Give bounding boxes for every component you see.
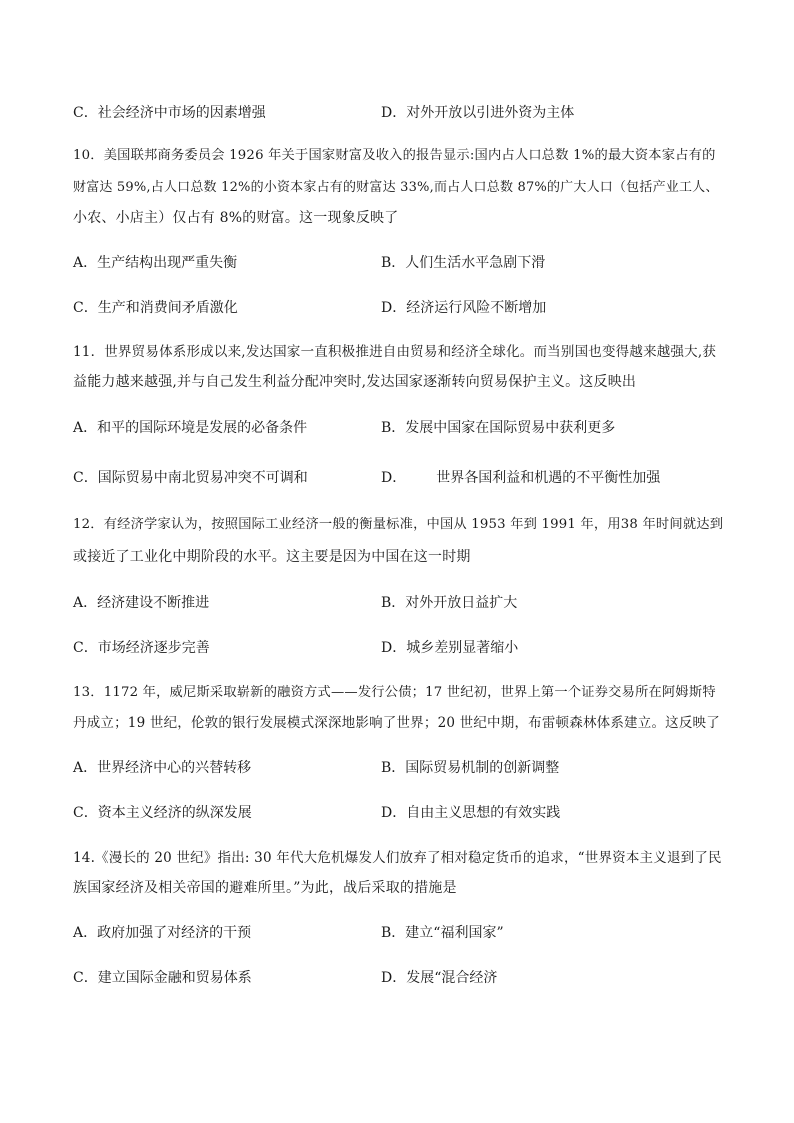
q13-option-d: D．自由主义思想的有效实践 bbox=[381, 805, 561, 821]
q9-option-d: D．对外开放以引进外资为主体 bbox=[381, 105, 575, 121]
q11-stem-line-2: 益能力越来越强,并与自己发生利益分配冲突时,发达国家逐渐转向贸易保护主义。这反映出 bbox=[73, 374, 637, 390]
q12-option-b: B．对外开放日益扩大 bbox=[381, 595, 518, 611]
q12-option-a: A．经济建设不断推进 bbox=[73, 595, 210, 611]
q9-option-c: C．社会经济中市场的因素增强 bbox=[73, 105, 266, 121]
q11-option-b: B．发展中国家在国际贸易中获利更多 bbox=[381, 420, 616, 436]
q11-option-d-text: 世界各国利益和机遇的不平衡性加强 bbox=[436, 470, 661, 486]
q10-option-b: B．人们生活水平急剧下滑 bbox=[381, 255, 546, 271]
q13-stem-line-2: 丹成立；19 世纪，伦敦的银行发展模式深深地影响了世界；20 世纪中期，布雷顿森林体系建立。这反映了 bbox=[73, 715, 720, 731]
q11-option-d-letter: D． bbox=[381, 470, 407, 486]
q10-option-c: C．生产和消费间矛盾激化 bbox=[73, 300, 238, 316]
q11-option-c: C．国际贸易中南北贸易冲突不可调和 bbox=[73, 470, 308, 486]
q11-option-d bbox=[381, 468, 721, 488]
q12-option-d: D．城乡差别显著缩小 bbox=[381, 640, 519, 656]
q14-option-a: A．政府加强了对经济的干预 bbox=[73, 925, 252, 941]
q14-stem-line-2: 族国家经济及相关帝国的避难所里。”为此，战后采取的措施是 bbox=[73, 880, 457, 896]
q12-option-c: C．市场经济逐步完善 bbox=[73, 640, 210, 656]
q14-option-c: C．建立国际金融和贸易体系 bbox=[73, 970, 252, 986]
q13-option-b: B．国际贸易机制的创新调整 bbox=[381, 760, 560, 776]
q13-stem-line-1: 13．1172 年，威尼斯采取崭新的融资方式——发行公债；17 世纪初，世界上第一个证券交易所在阿姆斯特 bbox=[73, 685, 716, 700]
q10-option-d: D．经济运行风险不断增加 bbox=[381, 300, 547, 316]
q11-option-a: A．和平的国际环境是发展的必备条件 bbox=[73, 420, 308, 436]
q14-stem-line-1: 14.《漫长的 20 世纪》指出: 30 年代大危机爆发人们放弃了相对稳定货币的追求，“世界资本主义退到了民 bbox=[73, 850, 722, 866]
q10-stem-line-2: 财富达 59%,占人口总数 12%的小资本家占有的财富达 33%,而占人口总数 87%的广大人口（包括产业工人、 bbox=[73, 180, 719, 195]
q10-stem-line-1: 10．美国联邦商务委员会 1926 年关于国家财富及收入的报告显示:国内占人口总数 1%的最大资本家占有的 bbox=[73, 148, 716, 163]
q12-stem-line-1: 12．有经济学家认为，按照国际工业经济一般的衡量标准，中国从 1953 年到 1991 年，用38 年时间就达到 bbox=[73, 517, 724, 532]
q14-option-b: B．建立“福利国家” bbox=[381, 925, 504, 941]
q10-stem-line-3: 小农、小店主）仅占有 8%的财富。这一现象反映了 bbox=[73, 210, 399, 226]
q13-option-c: C．资本主义经济的纵深发展 bbox=[73, 805, 252, 821]
q13-option-a: A．世界经济中心的兴替转移 bbox=[73, 760, 252, 776]
q12-stem-line-2: 或接近了工业化中期阶段的水平。这主要是因为中国在这一时期 bbox=[73, 549, 471, 565]
q11-stem-line-1: 11．世界贸易体系形成以来,发达国家一直积极推进自由贸易和经济全球化。而当别国也变得越来越强大,获 bbox=[73, 344, 717, 360]
q14-option-d: D．发展“混合经济 bbox=[381, 970, 498, 986]
q10-option-a: A．生产结构出现严重失衡 bbox=[73, 255, 238, 271]
